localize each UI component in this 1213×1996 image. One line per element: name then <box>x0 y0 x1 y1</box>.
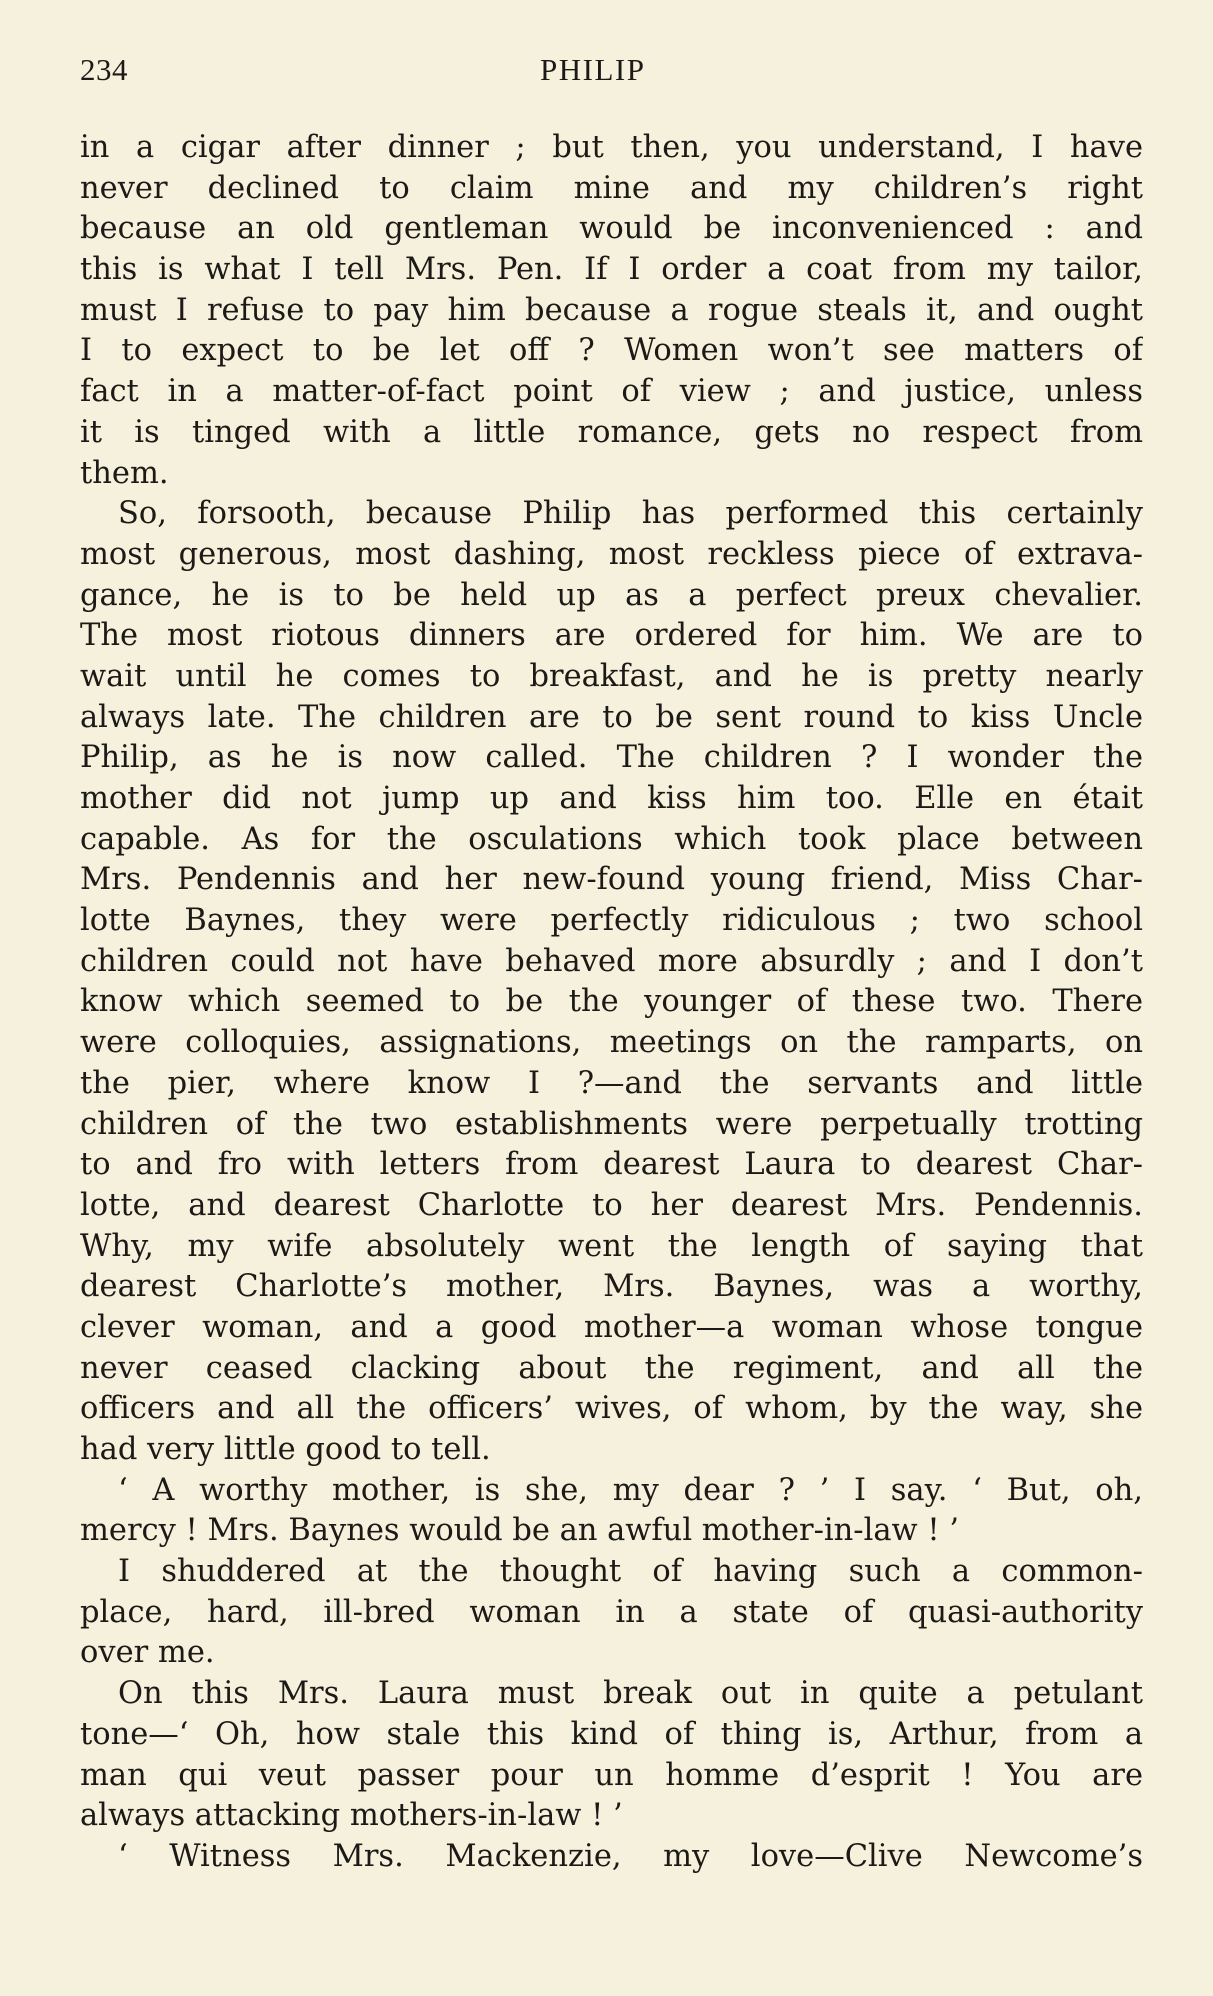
text-line: lotte Baynes, they were perfectly ridiculous ; two school <box>80 903 1143 939</box>
text-line: wait until he comes to breakfast, and he is pretty nearly <box>80 658 1143 694</box>
text-line: always late. The children are to be sent round to kiss Uncle <box>80 699 1143 735</box>
text-line: always attacking mothers-in-law ! ’ <box>80 1798 623 1834</box>
text-line: tone—‘ Oh, how stale this kind of thing is, Arthur, from a <box>80 1716 1143 1752</box>
text-line: Philip, as he is now called. The children ? I wonder the <box>80 740 1143 776</box>
text-line: never declined to claim mine and my children’s right <box>80 170 1143 206</box>
text-line: never ceased clacking about the regiment, and all the <box>80 1350 1143 1386</box>
text-line: ‘ Witness Mrs. Mackenzie, my love—Clive Newcome’s <box>118 1838 1143 1874</box>
body-text <box>80 128 1143 1878</box>
text-line: clever woman, and a good mother—a woman whose tongue <box>80 1309 1143 1345</box>
text-line: I to expect to be let off ? Women won’t see matters of <box>80 333 1143 369</box>
text-line: it is tinged with a little romance, gets no respect from <box>80 414 1143 450</box>
text-line: had very little good to tell. <box>80 1432 491 1467</box>
page-header <box>80 52 1140 92</box>
running-title: PHILIP <box>540 52 646 87</box>
text-line: gance, he is to be held up as a perfect preux chevalier. <box>80 577 1143 613</box>
text-line: mother did not jump up and kiss him too. Elle en était <box>80 781 1143 816</box>
text-line: On this Mrs. Laura must break out in quite a petulant <box>118 1676 1143 1712</box>
text-line: to and fro with letters from dearest Laura to dearest Char- <box>80 1147 1143 1183</box>
text-line: over me. <box>80 1635 215 1671</box>
text-line: The most riotous dinners are ordered for him. We are to <box>80 618 1143 654</box>
text-line: must I refuse to pay him because a rogue steals it, and ought <box>80 292 1143 328</box>
text-line: ‘ A worthy mother, is she, my dear ? ’ I say. ‘ But, oh, <box>118 1472 1143 1508</box>
text-line: them. <box>80 455 169 491</box>
text-line: children of the two establishments were perpetually trotting <box>80 1106 1143 1142</box>
text-line: I shuddered at the thought of having such a common- <box>118 1554 1143 1590</box>
page-number: 234 <box>80 52 128 87</box>
text-line: Why, my wife absolutely went the length of saying that <box>80 1228 1143 1264</box>
text-line: most generous, most dashing, most reckless piece of extrava- <box>80 536 1143 572</box>
text-line: in a cigar after dinner ; but then, you understand, I have <box>80 130 1143 165</box>
text-line: were colloquies, assignations, meetings on the ramparts, on <box>80 1025 1143 1061</box>
text-line: capable. As for the osculations which took place between <box>80 821 1143 857</box>
text-line: officers and all the officers’ wives, of whom, by the way, she <box>80 1391 1143 1427</box>
text-line: because an old gentleman would be inconvenienced : and <box>80 211 1143 247</box>
text-line: dearest Charlotte’s mother, Mrs. Baynes, was a worthy, <box>80 1269 1143 1305</box>
text-line: lotte, and dearest Charlotte to her dearest Mrs. Pendennis. <box>80 1187 1143 1223</box>
text-line: place, hard, ill-bred woman in a state of quasi-authority <box>80 1594 1143 1630</box>
text-line: children could not have behaved more absurdly ; and I don’t <box>80 943 1143 979</box>
text-line: this is what I tell Mrs. Pen. If I order a coat from my tailor, <box>80 252 1143 288</box>
text-line: mercy ! Mrs. Baynes would be an awful mother-in-law ! ’ <box>80 1513 959 1549</box>
text-line: Mrs. Pendennis and her new-found young friend, Miss Char- <box>80 862 1143 898</box>
text-line: fact in a matter-of-fact point of view ; and justice, unless <box>80 374 1143 410</box>
text-line: the pier, where know I ?—and the servants and little <box>80 1065 1143 1101</box>
text-line: So, forsooth, because Philip has performed this certainly <box>118 496 1143 532</box>
text-line: know which seemed to be the younger of these two. There <box>80 984 1143 1020</box>
text-line: man qui veut passer pour un homme d’esprit ! You are <box>80 1757 1143 1793</box>
